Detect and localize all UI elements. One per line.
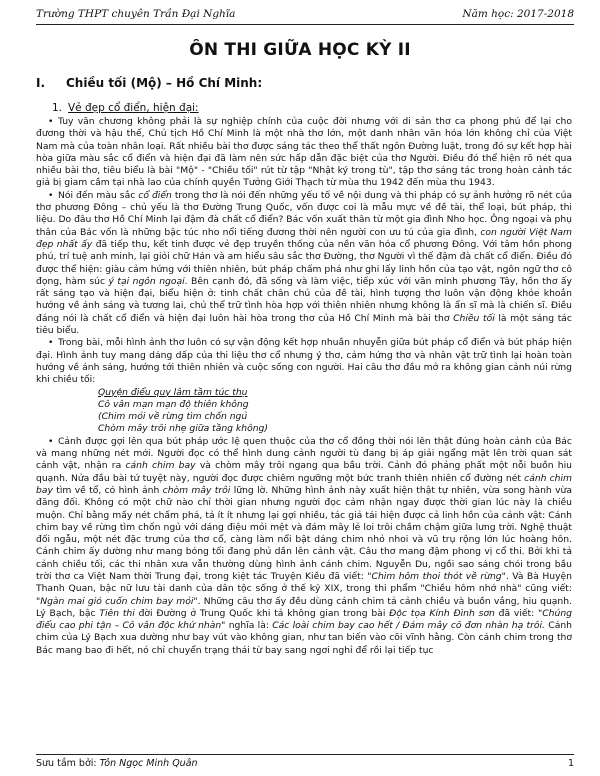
emphasis: "Chúng điểu cao phi tận – Cô vân độc khứ nhàn" — [36, 607, 572, 632]
emphasis: cánh chim bay — [36, 472, 572, 496]
paragraph-2 — [36, 190, 572, 338]
text-run: nghĩa là: — [225, 620, 273, 632]
text-run: và chòm mây trôi ngang qua bầu trời. Cảnh đó phảng phất một nỗi buồn hiu quạnh. Nửa đầu bài tứ tuyệt này, người đọc được chiêm ngưỡng một bức tranh thiên nhiên cổ đường nét — [36, 460, 572, 484]
page-footer — [36, 754, 574, 771]
section-label: Chiều tối (Mộ) – Hồ Chí Minh: — [66, 76, 263, 90]
emphasis: Chiều tối — [453, 312, 495, 324]
page-number: 1 — [567, 758, 574, 769]
bullet-icon: • — [48, 116, 54, 127]
emphasis: Các loài chim bay cao hết / Đám mây cô đơn nhàn hạ trôi. — [272, 620, 545, 632]
section-heading — [36, 76, 262, 90]
paragraph-1 — [36, 116, 572, 190]
bullet-icon: • — [48, 435, 54, 447]
paragraph-3-text: Trong bài, mỗi hình ảnh thơ luôn có sự vận động kết hợp nhuần nhuyễn giữa bút pháp cổ điển và bút pháp hiện đại. Hình ảnh tuy mang dáng dấp của thi liệu thơ cổ nhưng ý thơ, cảm hứng thơ và nhân vật trữ tình lại hoàn toàn hướng về ánh sáng, hướng tới thiên nhiên và cuộc sống con người. Hai câu thơ đầu mở ra không gian cảnh núi rừng khi chiều tối: — [36, 337, 572, 386]
section-number: I. — [36, 76, 46, 90]
emphasis: chòm mây trôi — [162, 484, 231, 496]
text-run: Nói đến màu sắc — [58, 189, 139, 201]
paragraph-3 — [36, 337, 572, 386]
footer-author: Tôn Ngọc Minh Quân — [99, 758, 198, 769]
text-run: tìm về tổ, có hình ảnh — [52, 484, 163, 496]
poem-block — [36, 387, 572, 436]
poem-line-text: Quyện điểu quy lâm tầm túc thụ — [98, 386, 248, 398]
subsection-number: 1. — [52, 102, 63, 114]
poem-line: (Chim mỏi về rừng tìm chốn ngủ — [98, 411, 248, 423]
text-run: Cánh chim của Lý Bạch xua dường như bay vút vào không gian, như tan biến vào cõi vĩnh hằng. Còn cánh chim trong thơ Bác mang bao đi hết, nó chỉ chuyển trạng thái từ bay sang ngơi nghỉ để rồi lại tiếp tục — [36, 620, 572, 656]
emphasis: "Ngàn mai gió cuốn chim bay mỏi" — [36, 595, 198, 607]
poem-line: Cô vân mạn mạn độ thiên không — [98, 398, 249, 410]
page-header — [36, 6, 574, 25]
text-run: đã tiếp thu, kết tinh được vẻ đẹp truyền thống của nền văn hóa cổ phương Đông. Với tâm hồn phong phú, trí tuệ anh minh, lại giỏi chữ Hán và am hiểu sâu sắc thơ Đường, thơ Người vì thế đậm đà chất cổ điển. Điều đó được thể hiện: giàu cảm hứng với thiên nhiên, bút pháp chấm phá như ghi lấy linh hồn của tạo vật, ngôn ngữ thơ cô đọng, hàm súc — [36, 238, 572, 287]
page-title: ÔN THI GIỮA HỌC KỲ II — [189, 40, 411, 60]
text-run: . Những câu thơ ấy đều dùng cánh chim tả cảnh chiều và buồn vắng, hiu quạnh. Lý Bạch, bậc — [36, 595, 572, 619]
text-run: . Bên cạnh đó, đã sống và làm việc, tiếp xúc với văn minh phương Tây, hồn thơ ấy rất sáng tạo và hiện đại, biểu hiện ở: tinh chất chân chủ của đề tài, hình tượng thơ luôn vận động khỏe khoắn hướng về ánh sáng và tương lai, chủ thể trữ tình hòa hợp với thiên nhiên nhưng không là ẩn sĩ mà là chiến sĩ. Điều đáng nói là chất cổ điển và hiện đại luôn hài hòa trong thơ của Hồ Chí Minh mà bài thơ — [36, 275, 572, 324]
subsection-label: Vẻ đẹp cổ điển, hiện đại: — [68, 102, 199, 114]
school-name: Trường THPT chuyên Trần Đại Nghĩa — [36, 8, 236, 20]
footer-label: Sưu tầm bởi: — [36, 758, 100, 769]
emphasis: ý tại ngôn ngoại — [108, 275, 185, 287]
text-run: trong thơ là nói đến những yếu tố về nội dung và thi pháp có sự ảnh hưởng rõ nét của thơ phương Đông – chủ yếu là thơ Đường Trung Quốc, vốn được coi là mẫu mực về đề tài, thể loại, bút pháp, thi liệu. Do đâu thơ Hồ Chí Minh lại đậm đà chất cổ điển? Bác vốn xuất thân từ một gia đình Nho học. Ông ngoại và phụ thân của Bác vốn là những bậc túc nho nổi tiếng đương thời nên người con ưu tú của gia đình, — [36, 189, 573, 238]
text-run: lững lờ. Những hình ảnh này xuất hiện thật tự nhiên, vừa song hành vừa đăng đối. Không có một chữ nào chỉ thời gian nhưng người đọc cảm nhận ngay được thời gian lúc này là chiều muộn. Chỉ bằng mấy nét chấm phá, tả ít ít nhưng lại gợi nhiều, tác giả tái hiện được cả linh hồn của cảnh vật: Cánh chim bay về rừng tìm chốn ngủ với dáng điệu mỏi mệt và đám mây lẻ loi trôi chầm chậm giữa lưng trời. Nghệ thuật đối ngẫu, một nét đặc trưng của thơ cổ, càng làm nổi bật dáng chim nhỏ nhoi và vũ trụ rộng lớn lúc hoàng hôn. Cánh chim ấy dường như mang bóng tối đang phủ dần lên cảnh vật. Câu thơ mang đậm phong vị cổ thi. Bởi khi tả cảnh chiều tối, các thi nhân xưa vẫn thường dùng hình ảnh cánh chim. Nguyễn Du, ngồi sao sáng chói trong bầu trời thơ ca Việt Nam thời Trung đại, trong kiệt tác Truyện Kiều đã viết: — [36, 484, 572, 582]
emphasis: "Chim hôm thoi thót về rừng" — [367, 570, 506, 582]
text-run: Cảnh được gợi lên qua bút pháp ước lệ quen thuộc của thơ cổ đồng thời nói lên thật đúng hoàn cảnh của Bác và mang những nét mới. Người đọc có thể hình dung cảnh người tù đang bị áp giải ngẩng mặt lên trời quan sát cánh vật, nhận ra — [36, 435, 572, 472]
emphasis: Độc tọa Kính Đình sơn — [389, 607, 495, 619]
text-run: . Và Bà Huyện Thanh Quan, bậc nữ lưu tài danh của dân tộc sống ở thế kỷ XIX, trong thi phẩm "Chiều hôm nhớ nhà" cũng viết: — [36, 570, 572, 595]
body-text — [36, 116, 572, 657]
footer-credit — [36, 758, 198, 769]
text-run: là một sáng tác tiêu biểu. — [36, 312, 572, 337]
emphasis: cổ điển — [138, 189, 172, 201]
emphasis: cánh chim bay — [125, 460, 196, 472]
poem-line: Chòm mây trôi nhẹ giữa tầng không) — [98, 423, 268, 435]
text-run: đã viết: — [494, 607, 539, 619]
text-run: đời Đường ở Trung Quốc khi tả không gian trong bài — [134, 607, 390, 619]
school-year: Năm học: 2017-2018 — [462, 8, 574, 20]
bullet-icon: • — [48, 189, 54, 201]
emphasis: con người Việt Nam đẹp nhất ấy — [36, 226, 572, 250]
bullet-icon: • — [48, 337, 54, 349]
emphasis: Tiên thi — [99, 607, 135, 619]
paragraph-1-text: Tuy văn chương không phải là sự nghiệp chính của cuộc đời nhưng với di sản thơ ca phong phú để lại cho đương thời và hậu thế, Chủ tịch Hồ Chí Minh là một nhà thơ lớn, một danh nhân văn hóa lớn không chỉ của Việt Nam mà của toàn nhân loại. Rất nhiều bài thơ được sáng tác theo thể thất ngôn Đường luật, trong đó sự kết hợp hài hòa giữa màu sắc cổ điển và hiện đại đã làm nên sức hấp dẫn đặc biệt của thơ Người. Điều đó thể hiện rõ nét qua nhiều bài thơ, tiêu biểu là bài "Mộ" - "Chiều tối" rút từ tập "Nhật ký trong tù", tập thơ sáng tác trong hoàn cảnh tác giả bị giam cầm tại nhà lao của chính quyền Tưởng Giới Thạch từ mùa thu 1942 đến mùa thu 1943. — [36, 116, 572, 189]
paragraph-4 — [36, 436, 572, 657]
subsection-heading — [52, 102, 199, 114]
poem-line — [36, 387, 572, 399]
